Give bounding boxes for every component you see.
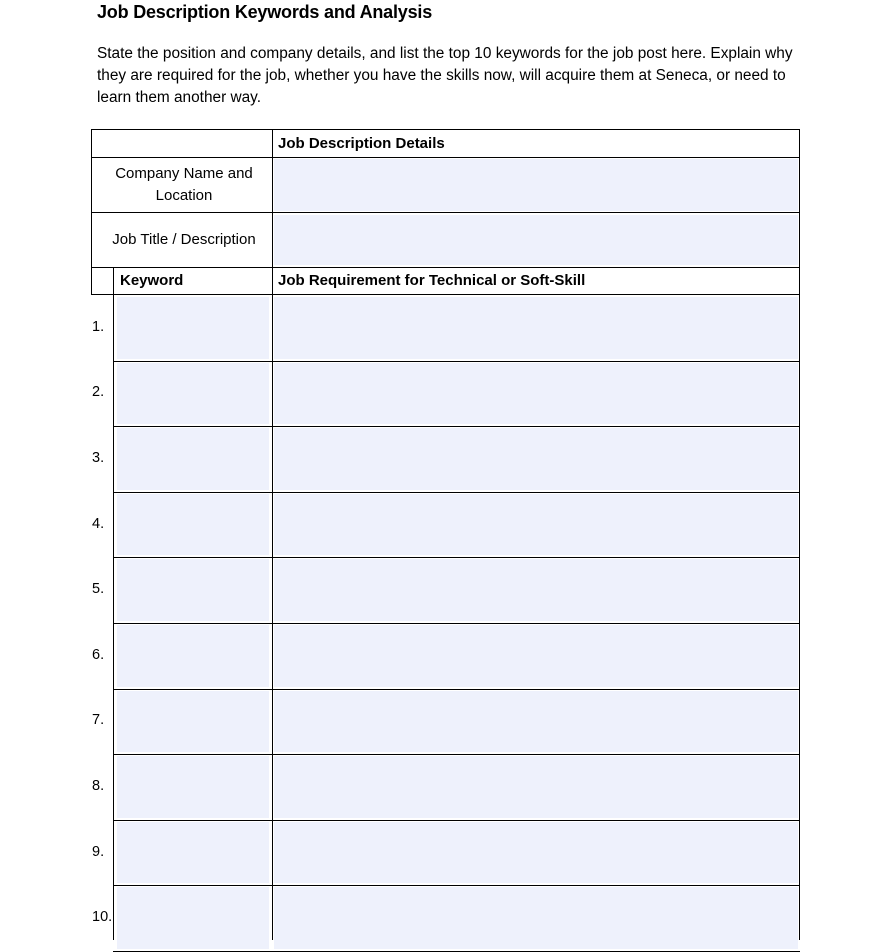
keyword-field[interactable] [117, 691, 269, 753]
job-analysis-table [91, 129, 800, 940]
requirement-header: Job Requirement for Technical or Soft-Skill [278, 272, 586, 289]
row-rule [113, 557, 800, 558]
table-rule [91, 157, 800, 158]
row-number: 7. [92, 712, 105, 729]
requirement-field[interactable] [274, 625, 798, 687]
requirement-field[interactable] [274, 756, 798, 818]
table-rule [91, 294, 800, 295]
intro-text: State the position and company details, and list the top 10 keywords for the job post here. Explain why they are required for the job, whether you have the skills now, will acquire them at Seneca, or need to learn them another way. [97, 45, 793, 106]
row-rule [113, 623, 800, 624]
page-title: Job Description Keywords and Analysis [97, 2, 433, 22]
row-number: 1. [92, 318, 105, 335]
job-title-label: Job Title / Description [112, 231, 256, 248]
row-number: 3. [92, 450, 105, 466]
keyword-field[interactable] [117, 494, 269, 556]
column-divider [113, 267, 114, 940]
row-number: 9. [92, 843, 105, 860]
row-number: 2. [92, 384, 105, 401]
row-rule [113, 754, 800, 755]
table-border-left [91, 129, 92, 295]
table-border-right [799, 129, 800, 940]
company-label: Company Name and Location [115, 165, 253, 204]
keyword-field[interactable] [117, 428, 269, 490]
table-rule [91, 212, 800, 213]
row-number: 6. [92, 646, 105, 663]
requirement-field[interactable] [274, 494, 798, 556]
requirement-field[interactable] [274, 691, 798, 753]
requirement-field[interactable] [274, 428, 798, 490]
table-border-top [91, 129, 800, 130]
details-header: Job Description Details [278, 135, 445, 152]
keyword-field[interactable] [117, 625, 269, 687]
requirement-field[interactable] [274, 559, 798, 621]
row-rule [113, 885, 800, 886]
requirement-field[interactable] [274, 822, 798, 884]
table-rule [91, 267, 800, 268]
requirement-field[interactable] [274, 363, 798, 425]
requirement-field[interactable] [274, 297, 798, 359]
keyword-field[interactable] [117, 756, 269, 818]
keyword-field[interactable] [117, 363, 269, 425]
row-rule [113, 426, 800, 427]
keyword-field[interactable] [117, 559, 269, 621]
job-title-field[interactable] [274, 215, 798, 265]
row-number: 10. [92, 909, 113, 926]
company-field[interactable] [274, 159, 798, 211]
keyword-header: Keyword [120, 272, 184, 289]
column-divider [272, 129, 273, 940]
row-number: 4. [92, 515, 105, 532]
row-number: 5. [92, 581, 105, 598]
row-number: 8. [92, 778, 105, 794]
keyword-field[interactable] [117, 297, 269, 359]
keyword-field[interactable] [117, 822, 269, 884]
